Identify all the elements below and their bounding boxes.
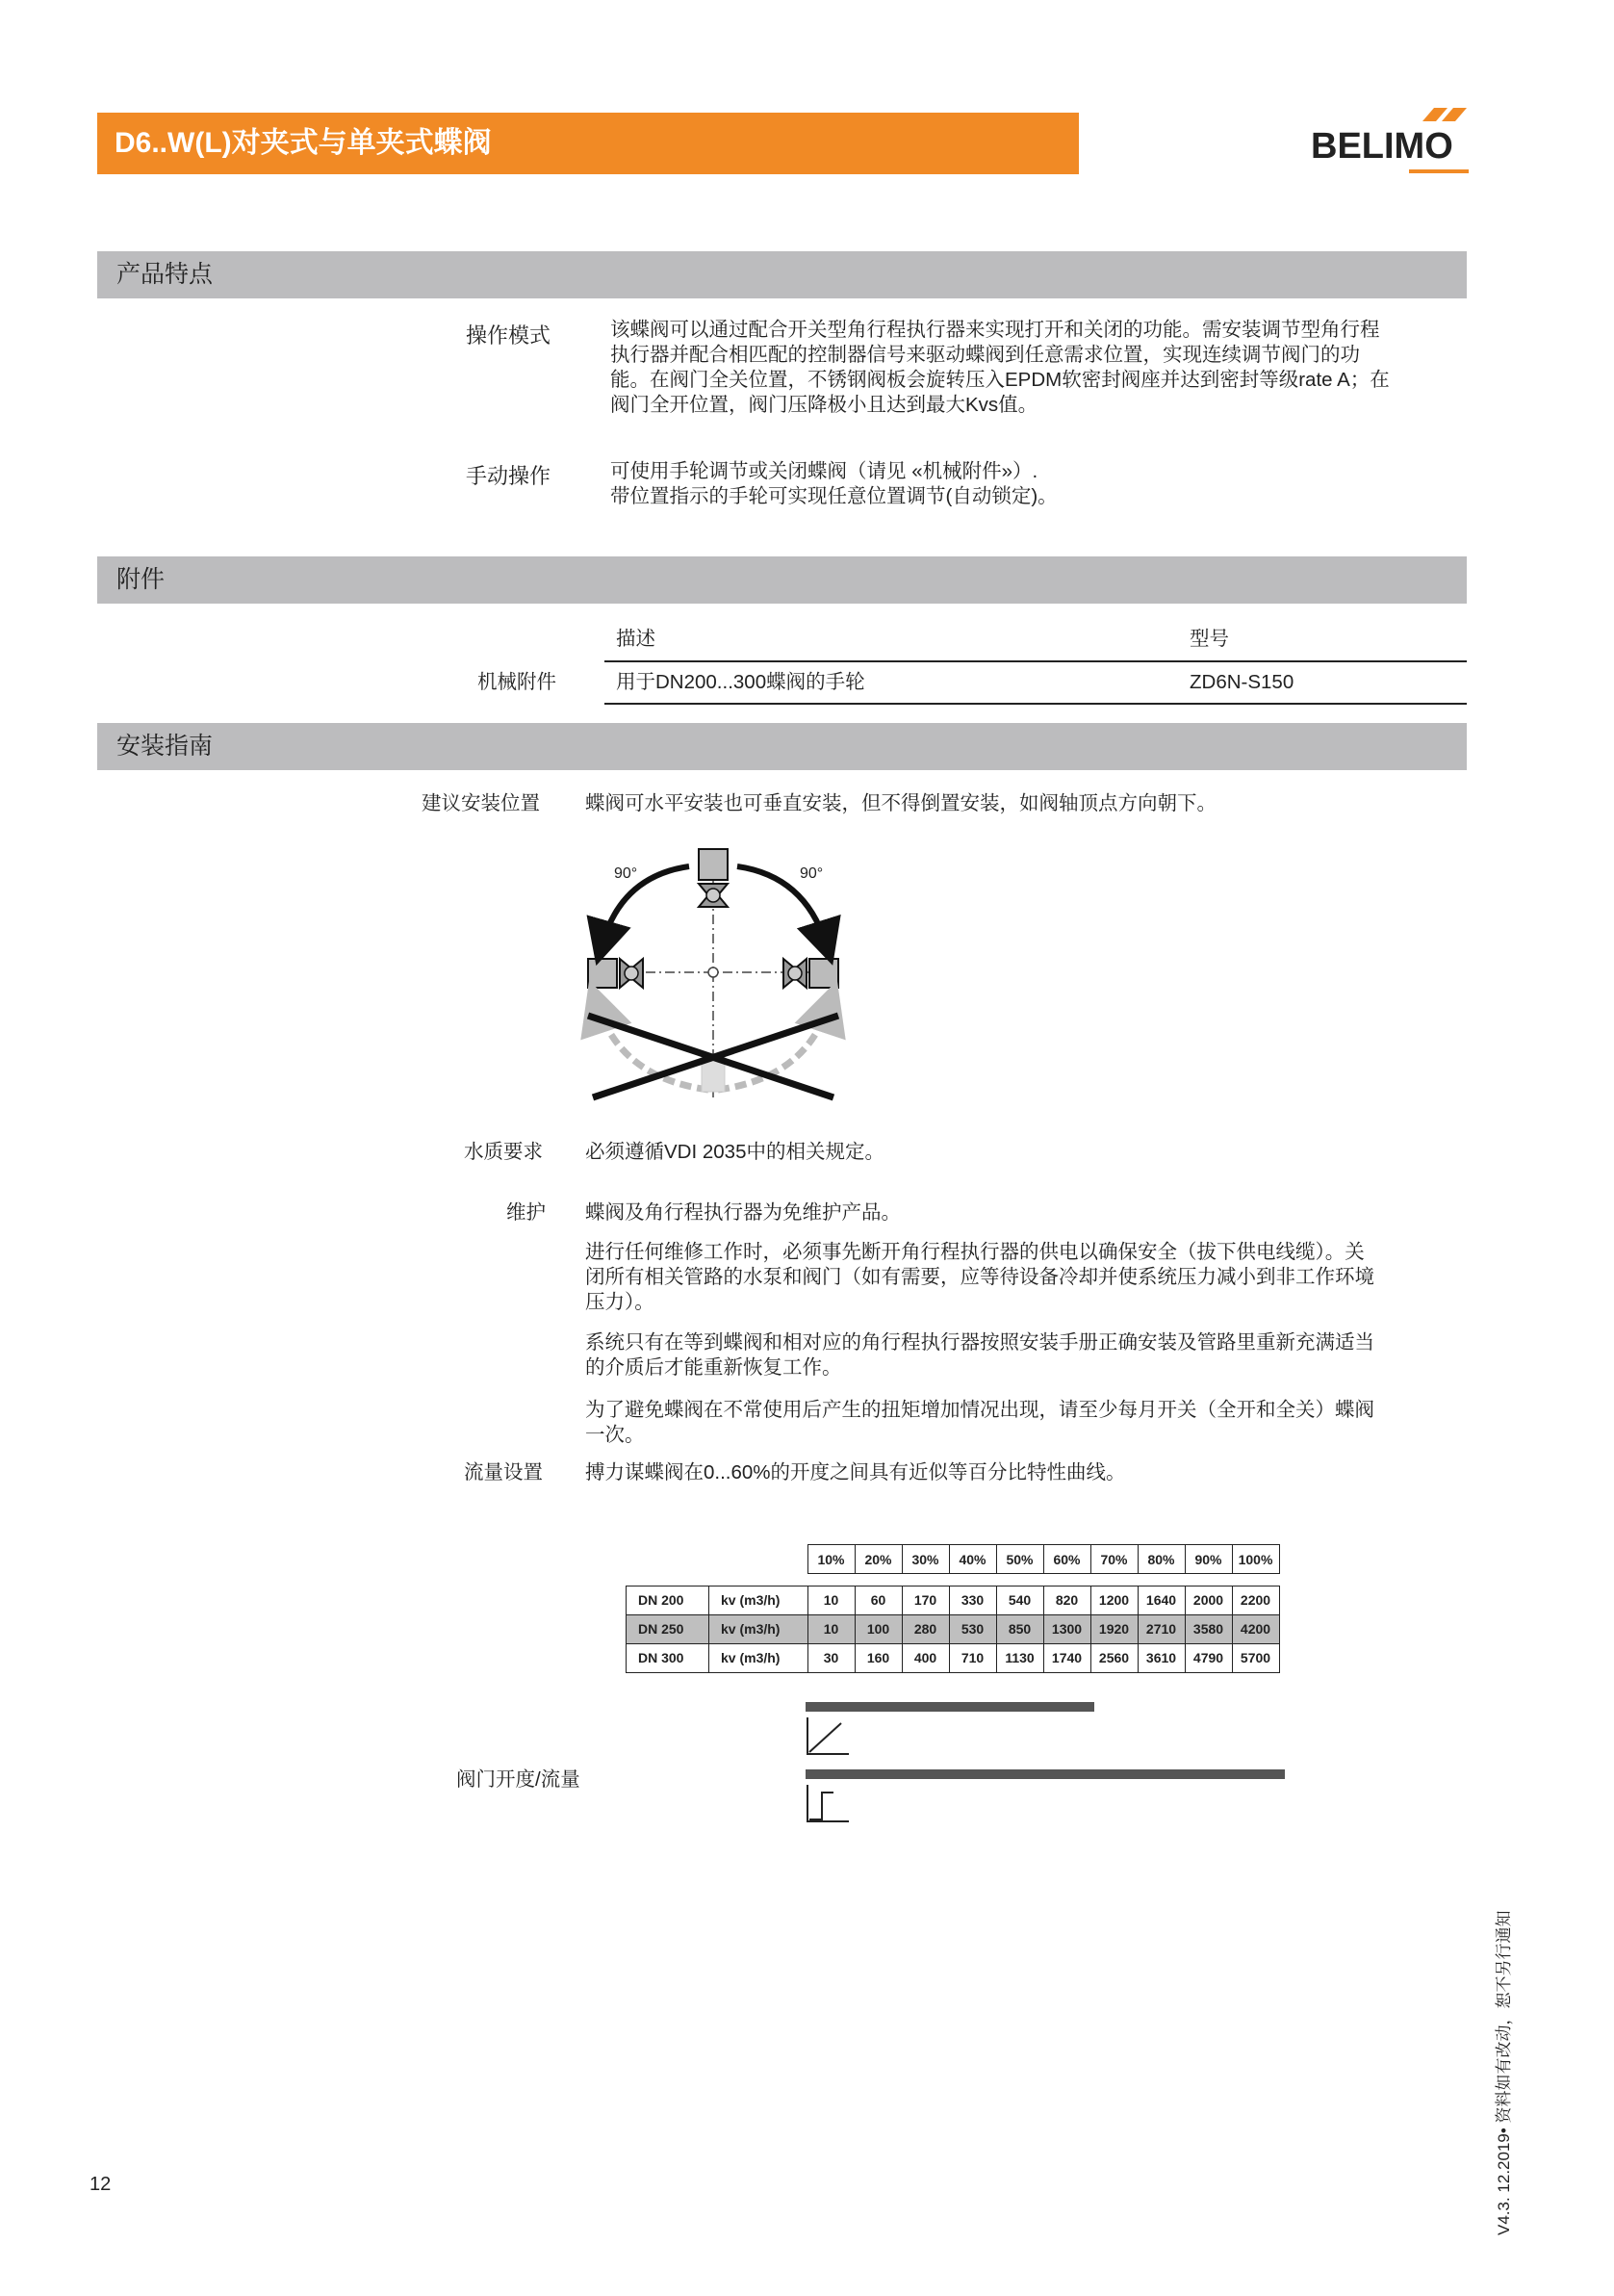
column-description: 描述 bbox=[616, 628, 655, 650]
percent-header: 20% bbox=[855, 1545, 902, 1574]
flow-table bbox=[626, 1544, 1280, 1673]
accessory-row-label: 机械附件 bbox=[477, 671, 556, 693]
page-number: 12 bbox=[90, 2174, 112, 2195]
valve-top-icon bbox=[699, 849, 728, 907]
angle-left-label: 90° bbox=[614, 865, 638, 882]
installation-diagram bbox=[574, 838, 853, 1107]
table-row: DN 300 kv (m3/h) 30 160 400 710 1130 1740 2560 3610 4790 5700 bbox=[627, 1643, 1280, 1672]
operation-mode-text: 该蝶阀可以通过配合开关型角行程执行器来实现打开和关闭的功能。需安装调节型角行程 执行器并配合相匹配的控制器信号来驱动蝶阀到任意需求位置，实现连续调节阀门的功 能。在阀门全关位置，不锈钢阀板会旋转压入EPDM软密封阀座并达到密封等级rate A；在 阀门全开位置，阀门压降极小且达到最大Kvs值。 bbox=[610, 319, 1390, 416]
table-divider bbox=[604, 660, 1467, 662]
maintenance-label: 维护 bbox=[506, 1201, 546, 1224]
maintenance-text-3: 系统只有在等到蝶阀和相对应的角行程执行器按照安装手册正确安装及管路里重新充满适当 的介质后才能重新恢复工作。 bbox=[585, 1331, 1374, 1379]
install-position-label: 建议安装位置 bbox=[422, 792, 540, 814]
page-title: D6..W(L)对夹式与单夹式蝶阀 bbox=[97, 113, 1079, 174]
angle-right-label: 90° bbox=[800, 865, 824, 882]
equal-percent-range-bar bbox=[806, 1702, 1094, 1712]
revision-note: V4.3. 12.2019• 资料如有改动，恕不另行通知 bbox=[1495, 1910, 1513, 2235]
logo-text: BELIMO bbox=[1311, 126, 1453, 167]
percent-header: 80% bbox=[1138, 1545, 1185, 1574]
percent-header: 90% bbox=[1185, 1545, 1232, 1574]
install-position-text: 蝶阀可水平安装也可垂直安装，但不得倒置安装，如阀轴顶点方向朝下。 bbox=[585, 792, 1217, 814]
valve-opening-flow-label: 阀门开度/流量 bbox=[456, 1768, 580, 1791]
percent-header: 70% bbox=[1090, 1545, 1138, 1574]
operation-mode-label: 操作模式 bbox=[465, 323, 551, 348]
on-off-range-bar bbox=[806, 1769, 1285, 1779]
manual-operation-label: 手动操作 bbox=[465, 464, 551, 488]
valve-left-icon bbox=[588, 959, 643, 988]
maintenance-text-2: 进行任何维修工作时，必须事先断开角行程执行器的供电以确保安全（拔下供电线缆）。关 闭所有相关管路的水泵和阀门（如有需要，应等待设备冷却并使系统压力减小到非工作环境 压力）。 bbox=[585, 1241, 1374, 1313]
flow-setting-text: 搏力谋蝶阀在0...60%的开度之间具有近似等百分比特性曲线。 bbox=[585, 1461, 1126, 1483]
section-features-heading: 产品特点 bbox=[97, 251, 1467, 298]
column-model: 型号 bbox=[1190, 628, 1229, 650]
equal-percent-curve-icon bbox=[805, 1716, 853, 1758]
flow-table-header-row bbox=[627, 1545, 1280, 1574]
belimo-logo bbox=[1309, 108, 1473, 180]
percent-header: 40% bbox=[949, 1545, 996, 1574]
percent-header: 60% bbox=[1043, 1545, 1090, 1574]
maintenance-text-1: 蝶阀及角行程执行器为免维护产品。 bbox=[585, 1201, 901, 1224]
manual-operation-text: 可使用手轮调节或关闭蝶阀（请见 «机械附件»）. 带位置指示的手轮可实现任意位置调节(自动锁定)。 bbox=[610, 460, 1058, 507]
maintenance-text-4: 为了避免蝶阀在不常使用后产生的扭矩增加情况出现，请至少每月开关（全开和全关）蝶阀 一次。 bbox=[585, 1399, 1374, 1446]
table-row: DN 250 kv (m3/h) 10 100 280 530 850 1300 1920 2710 3580 4200 bbox=[627, 1614, 1280, 1643]
accessory-description: 用于DN200...300蝶阀的手轮 bbox=[616, 671, 865, 693]
percent-header: 100% bbox=[1232, 1545, 1279, 1574]
section-installation-heading: 安装指南 bbox=[97, 723, 1467, 770]
water-quality-text: 必须遵循VDI 2035中的相关规定。 bbox=[585, 1141, 884, 1163]
percent-header: 50% bbox=[996, 1545, 1043, 1574]
percent-header: 10% bbox=[807, 1545, 855, 1574]
valve-right-icon bbox=[783, 959, 838, 988]
flow-setting-label: 流量设置 bbox=[464, 1461, 543, 1483]
percent-header: 30% bbox=[902, 1545, 949, 1574]
accessory-model: ZD6N-S150 bbox=[1190, 671, 1294, 693]
table-divider bbox=[604, 703, 1467, 705]
section-accessories-heading: 附件 bbox=[97, 556, 1467, 604]
table-row: DN 200 kv (m3/h) 10 60 170 330 540 820 1200 1640 2000 2200 bbox=[627, 1586, 1280, 1614]
water-quality-label: 水质要求 bbox=[464, 1141, 543, 1163]
on-off-curve-icon bbox=[805, 1783, 853, 1825]
